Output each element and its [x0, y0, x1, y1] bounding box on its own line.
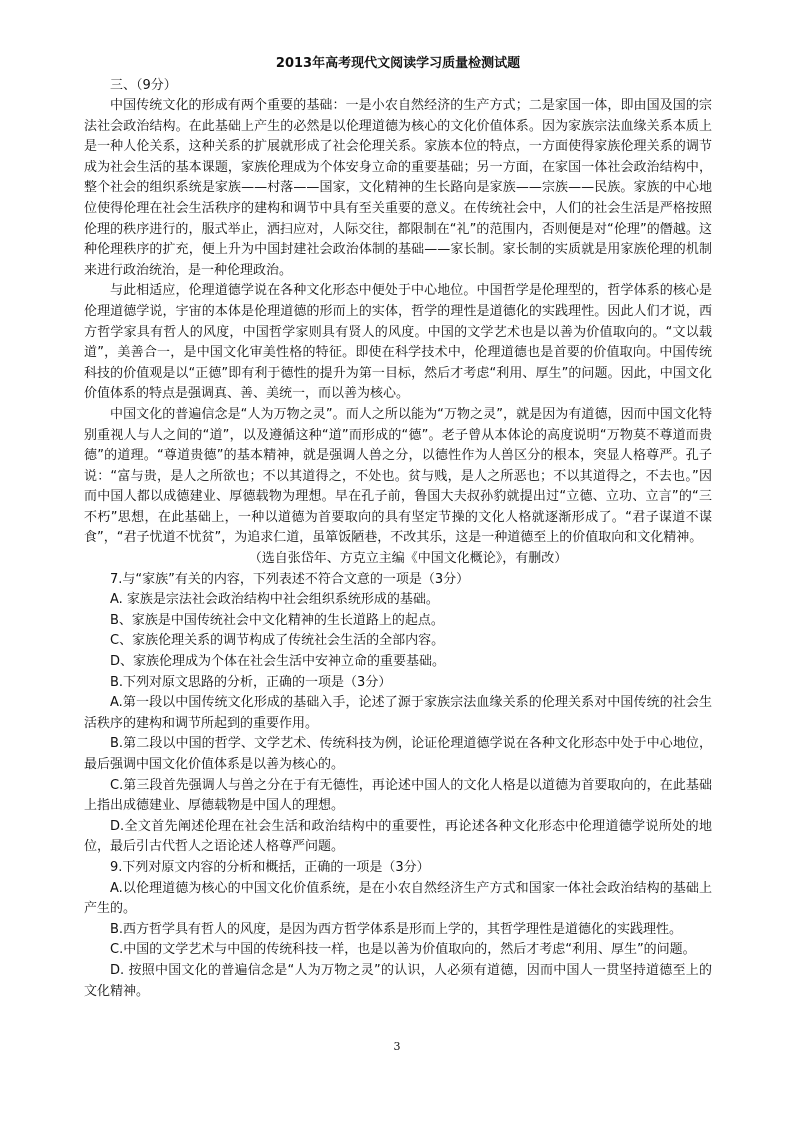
passage-paragraph-2: 与此相适应，伦理道德学说在各种文化形态中便处于中心地位。中国哲学是伦理型的，哲学体系的核心是伦理道德学说，宇宙的本体是伦理道德的形而上的实体，哲学的理性是道德化的实践理性。因此人们才说，西方哲学家具有哲人的风度，中国哲学家则具有贤人的风度。中国的文学艺术也是以善为价值取向的。“文以载道”，美善合一，是中国文化审美性格的特征。即使在科学技术中，伦理道德也是首要的价值取向。中国传统科技的价值观是以“正德”即有利于德性的提升为第一目标，然后才考虑“利用、厚生”的问题。因此，中国文化价值体系的特点是强调真、善、美统一，而以善为核心。 — [84, 283, 712, 402]
question-8 — [84, 673, 712, 858]
section-heading: 三、（9分） — [110, 78, 177, 93]
question-option: A.以伦理道德为核心的中国文化价值系统，是在小农自然经济生产方式和国家一体社会政治结构的基础上产生的。 — [84, 880, 712, 917]
question-7 — [84, 570, 712, 673]
page-title: 2013年高考现代文阅读学习质量检测试题 — [275, 56, 521, 71]
question-option: A.第一段以中国传统文化形成的基础入手，论述了源于家族宗法血缘关系的伦理关系对中国传统的社会生活秩序的建构和调节所起到的重要作用。 — [84, 695, 712, 731]
question-option: B.西方哲学具有哲人的风度，是因为西方哲学体系是形而上学的，其哲学理性是道德化的实践理性。 — [110, 921, 683, 937]
question-stem: B.下列对原文思路的分析，正确的一项是（3分） — [110, 674, 392, 690]
question-option: C.中国的文学艺术与中国的传统科技一样，也是以善为价值取向的，然后才考虑“利用、厚生”的问题。 — [110, 942, 696, 958]
question-option: D. 按照中国文化的普遍信念是“人为万物之灵”的认识，人必须有道德，因而中国人一贯坚持道德至上的文化精神。 — [84, 962, 712, 999]
passage-paragraph-3: 中国文化的普遍信念是“人为万物之灵”。而人之所以能为“万物之灵”，就是因为有道德，因而中国文化特别重视人与人之间的“道”，以及遵循这种“道”而形成的“德”。老子曾从本体论的高度说明“万物莫不尊道而贵德”的道理。“尊道贵德”的基本精神，就是强调人兽之分，以德性作为人兽区分的根本，突显人格尊严。孔子说：“富与贵，是人之所欲也；不以其道得之，不处也。贫与贱，是人之所恶也；不以其道得之，不去也。”因而中国人都以成德建业、厚德载物为理想。早在孔子前，鲁国大夫叔孙豹就提出过“立德、立功、立言”的“三不朽”思想，在此基础上，一种以道德为首要取向的具有坚定节操的文化人格就逐渐形成了。“君子谋道不谋食”，“君子忧道不忧贫”，为追求仁道，虽箪饭陋巷，不改其乐，这是一种道德至上的价值取向和文化精神。 — [84, 406, 712, 546]
document-page — [84, 54, 712, 1002]
question-option: D.全文首先阐述伦理在社会生活和政治结构中的重要性，再论述各种文化形态中伦理道德学说所处的地位，最后引古代哲人之语论述人格尊严问题。 — [84, 818, 712, 855]
question-option: C、家族伦理关系的调节构成了传统社会生活的全部内容。 — [110, 633, 445, 649]
question-stem: 9.下列对原文内容的分析和概括，正确的一项是（3分） — [110, 859, 430, 875]
question-option: C.第三段首先强调人与兽之分在于有无德性，再论述中国人的文化人格是以道德为首要取向的，在此基础上指出成德建业、厚德载物是中国人的理想。 — [84, 777, 712, 814]
question-option: D、家族伦理成为个体在社会生活中安神立命的重要基础。 — [110, 654, 446, 670]
question-option: A. 家族是宗法社会政治结构中社会组织系统形成的基础。 — [110, 592, 439, 608]
page-number: 3 — [393, 1040, 401, 1053]
question-option: B、家族是中国传统社会中文化精神的生长道路上的起点。 — [110, 612, 444, 628]
question-stem: 7.与“家族”有关的内容，下列表述不符合文意的一项是（3分） — [110, 571, 470, 587]
question-option: B.第二段以中国的哲学、文学艺术、传统科技为例，论证伦理道德学说在各种文化形态中处于中心地位，最后强调中国文化价值体系是以善为核心的。 — [84, 736, 712, 772]
passage-paragraph-1: 中国传统文化的形成有两个重要的基础：一是小农自然经济的生产方式；二是家国一体，即由国及国的宗法社会政治结构。在此基础上产生的必然是以伦理道德为核心的文化价值体系。因为家族宗法血缘关系本质上是一种人伦关系，这种关系的扩展就形成了社会伦理关系。家族本位的特点，一方面使得家族伦理关系的调节成为社会生活的基本课题，家族伦理成为个体安身立命的重要基础；另一方面，在家国一体社会政治结构中，整个社会的组织系统是家族——村落——国家，文化精神的生长路向是家族——宗族——民族。家族的中心地位使得伦理在社会生活秩序的建构和调节中具有至关重要的意义。在传统社会中，人们的社会生活是严格按照伦理的秩序进行的，服式举止，洒扫应对，人际交往，都限制在“礼”的范围内，否则便是对“伦理”的僭越。这种伦理秩序的扩充，便上升为中国封建社会政治体制的基础——家长制。家长制的实质就是用家族伦理的机制来进行政治统治，是一种伦理政治。 — [84, 98, 712, 278]
source-citation: （选自张岱年、方克立主编《中国文化概论》，有删改） — [248, 551, 568, 567]
question-9 — [84, 858, 712, 1002]
